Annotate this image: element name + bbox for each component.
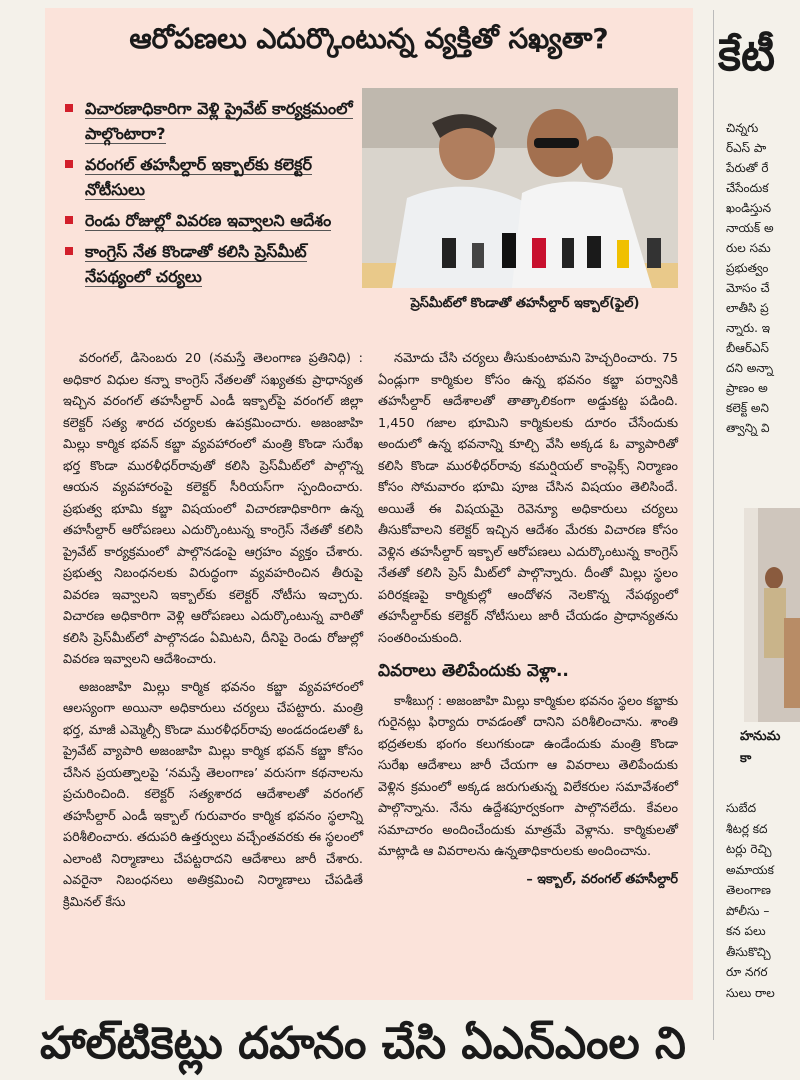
adjacent-photo [744,508,800,722]
bullet-item [63,152,363,202]
adjacent-caption [740,726,800,770]
adjacent-line: తీసుకొచ్చి [726,944,771,959]
adjacent-column-text [726,118,800,490]
adjacent-line: కలెక్ట్ అని [726,401,769,415]
adjacent-line: చేసేందుక [726,181,769,195]
adjacent-line: శీటర్ల కద [726,821,768,836]
adjacent-line: సుబేద [726,801,757,815]
adjacent-line: ర్‌ఎస్ పా [726,141,767,155]
sub-headline: వివరాలు తెలిపేందుకు వెళ్లా.. [378,661,569,681]
bullet-item [63,239,363,289]
press-meet-photo [362,88,678,288]
bullet-text: రెండు రోజుల్లో వివరణ ఇవ్వాలని ఆదేశం [85,211,332,230]
article-paragraph: అజంజాహి మిల్లు కార్మిక భవనం కబ్జా వ్యవహారంలో ఆలస్యంగా అయినా అధికారులు చర్యలు చేపట్టారు. మంత్రి భర్త, మాజీ ఎమ్మెల్సీ కొండా మురళీధర్‌రావు అండదండలతో ఓ ప్రైవేట్ వ్యాపారి అజంజాహి మిల్లు కార్మిక భవన్ కబ్జా కోసం చేసిన ప్రయత్నాలపై ‘నమస్తే తెలంగాణ’ వరుసగా కథనాలను ప్రచురించింది. కలెక్టర్ సత్యశారద ఆదేశాలతో వరంగల్ తహసీల్దార్ ఎండీ ఇక్బాల్ గురువారం కార్మిక భవనం స్థలాన్ని పరిశీలించారు. తదుపరి ఉత్తర్వులు వచ్చేంతవరకు ఈ స్థలంలో ఎలాంటి నిర్మాణాలు చేపట్టరాదని ఆదేశాలు జారీ చేశారు. ఎవరైనా నిబంధనలు అతిక్రమించి నిర్మాణాలు చేపడితే క్రిమినల్ కేసు [63,679,363,910]
article-column-2 [378,348,678,890]
bullet-item [63,208,363,233]
bullet-text: వరంగల్ తహసీల్దార్ ఇక్బాల్‌కు కలెక్టర్ నోటీసులు [85,155,312,199]
adjacent-line: న్నారు. ఇ [726,321,771,335]
adjacent-caption-line: హనుమ [740,729,781,744]
article-paragraph: వరంగల్, డిసెంబరు 20 (నమస్తే తెలంగాణ ప్రతినిధి) : అధికార విధుల కన్నా కాంగ్రెస్ నేతలతో సఖ్యతకు ప్రాధాన్యత ఇచ్చిన వరంగల్ తహసీల్దార్ ఎండీ ఇక్బాల్‌పై వరంగల్ జిల్లా కలెక్టర్ సత్య శారద చర్యలకు ఉపక్రమించారు. అజంజాహి మిల్లు కార్మిక భవన్ కబ్జా వ్యవహారంలో మంత్రి కొండా సురేఖ భర్త కొండా మురళీధర్‌రావుతో కలిసి ప్రెస్‌మీట్‌లో పాల్గొన్న ఆయన వ్యవహారంపై కలెక్టర్ సీరియస్‌గా స్పందించారు. ప్రభుత్వ భూమి కబ్జా విషయంలో విచారణాధికారిగా ఉన్న తహసీల్దార్ ఆరోపణలు ఎదుర్కొంటున్న కాంగ్రెస్ నేతతో కలిసి ప్రైవేట్ కార్యక్రమంలో పాల్గొనడంపై ఆగ్రహం వ్యక్తం చేశారు. ప్రభుత్వ నిబంధనలకు విరుద్ధంగా వ్యవహరించిన తీరుపై వివరణ ఇవ్వాలని ఇక్బాల్‌కు కలెక్టర్ నోటీసు ఇచ్చారు. విచారణ అధికారిగా వెళ్లి ఆరోపణలు ఎదుర్కొంటున్న వారితో కలిసి ప్రెస్‌మీట్‌లో పాల్గొనడం ఏమిటని, దీనిపై రెండు రోజుల్లో వివరణ ఇవ్వాలని ఆదేశించారు. [63,351,363,667]
adjacent-line: రూ నగర [726,965,768,979]
adjacent-line: కన పలు [726,924,766,938]
bullet-text: కాంగ్రెస్ నేత కొండాతో కలిసి ప్రెస్‌మీట్ నేపథ్యంలో చర్యలు [85,242,307,286]
press-meet-photo-illustration [362,88,678,288]
article-column-1 [63,348,363,919]
adjacent-photo-illustration [744,508,800,722]
adjacent-line: ప్రభుత్వం [726,261,769,275]
adjacent-line: చిన్నగు [726,121,759,135]
bullet-text: విచారణాధికారిగా వెళ్లి ప్రైవేట్ కార్యక్రమంలో పాల్గొంటారా? [85,99,353,143]
bottom-headline: హాల్‌టికెట్లు దహనం చేసి ఏఎన్ఎంల ని [40,1018,686,1069]
adjacent-line: పేరుతో రే [726,161,769,175]
adjacent-column-text-2 [726,798,800,1038]
article-paragraph: నమోదు చేసి చర్యలు తీసుకుంటామని హెచ్చరించారు. 75 ఏండ్లుగా కార్మికుల కోసం ఉన్న భవనం కబ్జా పర్వానికి తహసీల్దార్ ఆదేశాలతో తాత్కాలికంగా అడ్డుకట్ట పడింది. 1,450 గజాల భూమిని కార్మికులకు దూరం చేసేందుకు అందులో ఉన్న భవనాన్ని కూల్చి వేసి అక్కడ ఓ వ్యాపారితో కలిసి కొండా మురళీధర్‌రావు కమర్షియల్ కాంప్లెక్స్ నిర్మాణం కోసం సోమవారం భూమి పూజ చేసిన విషయం తెలిసిందే. అయితే ఈ విషయమై రెవెన్యూ అధికారులు చర్యలు తీసుకోవాలని కలెక్టర్ ఇచ్చిన ఆదేశం మేరకు విచారణ కోసం వెళ్లిన తహసీల్దార్ ఇక్బాల్ ఆరోపణలు ఎదుర్కొంటున్న కాంగ్రెస్ నేతతో కలిసి ప్రెస్ మీట్‌లో పాల్గొన్నారు. దీంతో మిల్లు స్థలం పరిరక్షణపై కార్మికుల్లో ఆందోళన నెలకొన్న నేపథ్యంలో తహసీల్దార్‌కు కలెక్టర్ నోటీసులు జారీ చేయడం ప్రాధాన్యతను సంతరించుకుంది. [378,351,678,646]
article-headline: ఆరోపణలు ఎదుర్కొంటున్న వ్యక్తితో సఖ్యతా? [129,22,609,55]
adjacent-caption-line: కా [740,751,752,766]
article-panel [45,8,693,1000]
adjacent-line: మోసం చే [726,281,770,295]
adjacent-line: టర్లు రెచ్చి [726,842,772,856]
adjacent-line: దని అన్నా [726,361,774,375]
adjacent-line: బీఆర్‌ఎస్ [726,341,769,355]
adjacent-line: త్వాన్ని వి [726,421,770,435]
adjacent-line: తెలంగాణ [726,883,771,897]
column-divider [713,10,714,1040]
adjacent-line: పోలీసు – [726,903,770,918]
bullet-list [63,96,363,295]
adjacent-line: ప్రాణం అ [726,381,768,395]
signature: – ఇక్బాల్, వరంగల్ తహసీల్దార్ [526,871,678,887]
adjacent-line: సులు రాల [726,985,775,1000]
adjacent-line: నాయక్ అ [726,221,774,235]
adjacent-line: అమాయక [726,862,774,877]
adjacent-line: రుల సమ [726,241,771,255]
adjacent-line: ఖండిస్తున [726,201,772,215]
adjacent-headline: కేటీ [718,30,775,81]
bullet-item [63,96,363,146]
quote-paragraph: కాశీబుగ్గ : అజంజాహి మిల్లు కార్మికుల భవనం స్థలం కబ్జాకు గురైనట్లు ఫిర్యాదు రావడంతో దానిని పరిశీలించాను. శాంతి భద్రతలకు భంగం కలుగకుండా ఉండేందుకు మంత్రి కొండా సురేఖ ఆదేశాలు జారీ చేయగా ఆ వివరాలు తెలిపేందుకు వెళ్లిన క్రమంలో అక్కడ జరుగుతున్న విలేకరుల సమావేశంలో పాల్గొన్నాను. నేను ఉద్దేశపూర్వకంగా పాల్గొనలేదు. కేవలం సమాచారం అందించేందుకు మాత్రమే వెళ్లాను. కార్మికులతో మాట్లాడి ఆ వివరాలను ఉన్నతాధికారులకు అందించాను. [378,693,678,859]
adjacent-line: లాతీసి ప్ర [726,301,769,315]
photo-caption: ప్రెస్‌మీట్‌లో కొండాతో తహసీల్దార్ ఇక్బాల్(ఫైల్) [410,296,640,311]
